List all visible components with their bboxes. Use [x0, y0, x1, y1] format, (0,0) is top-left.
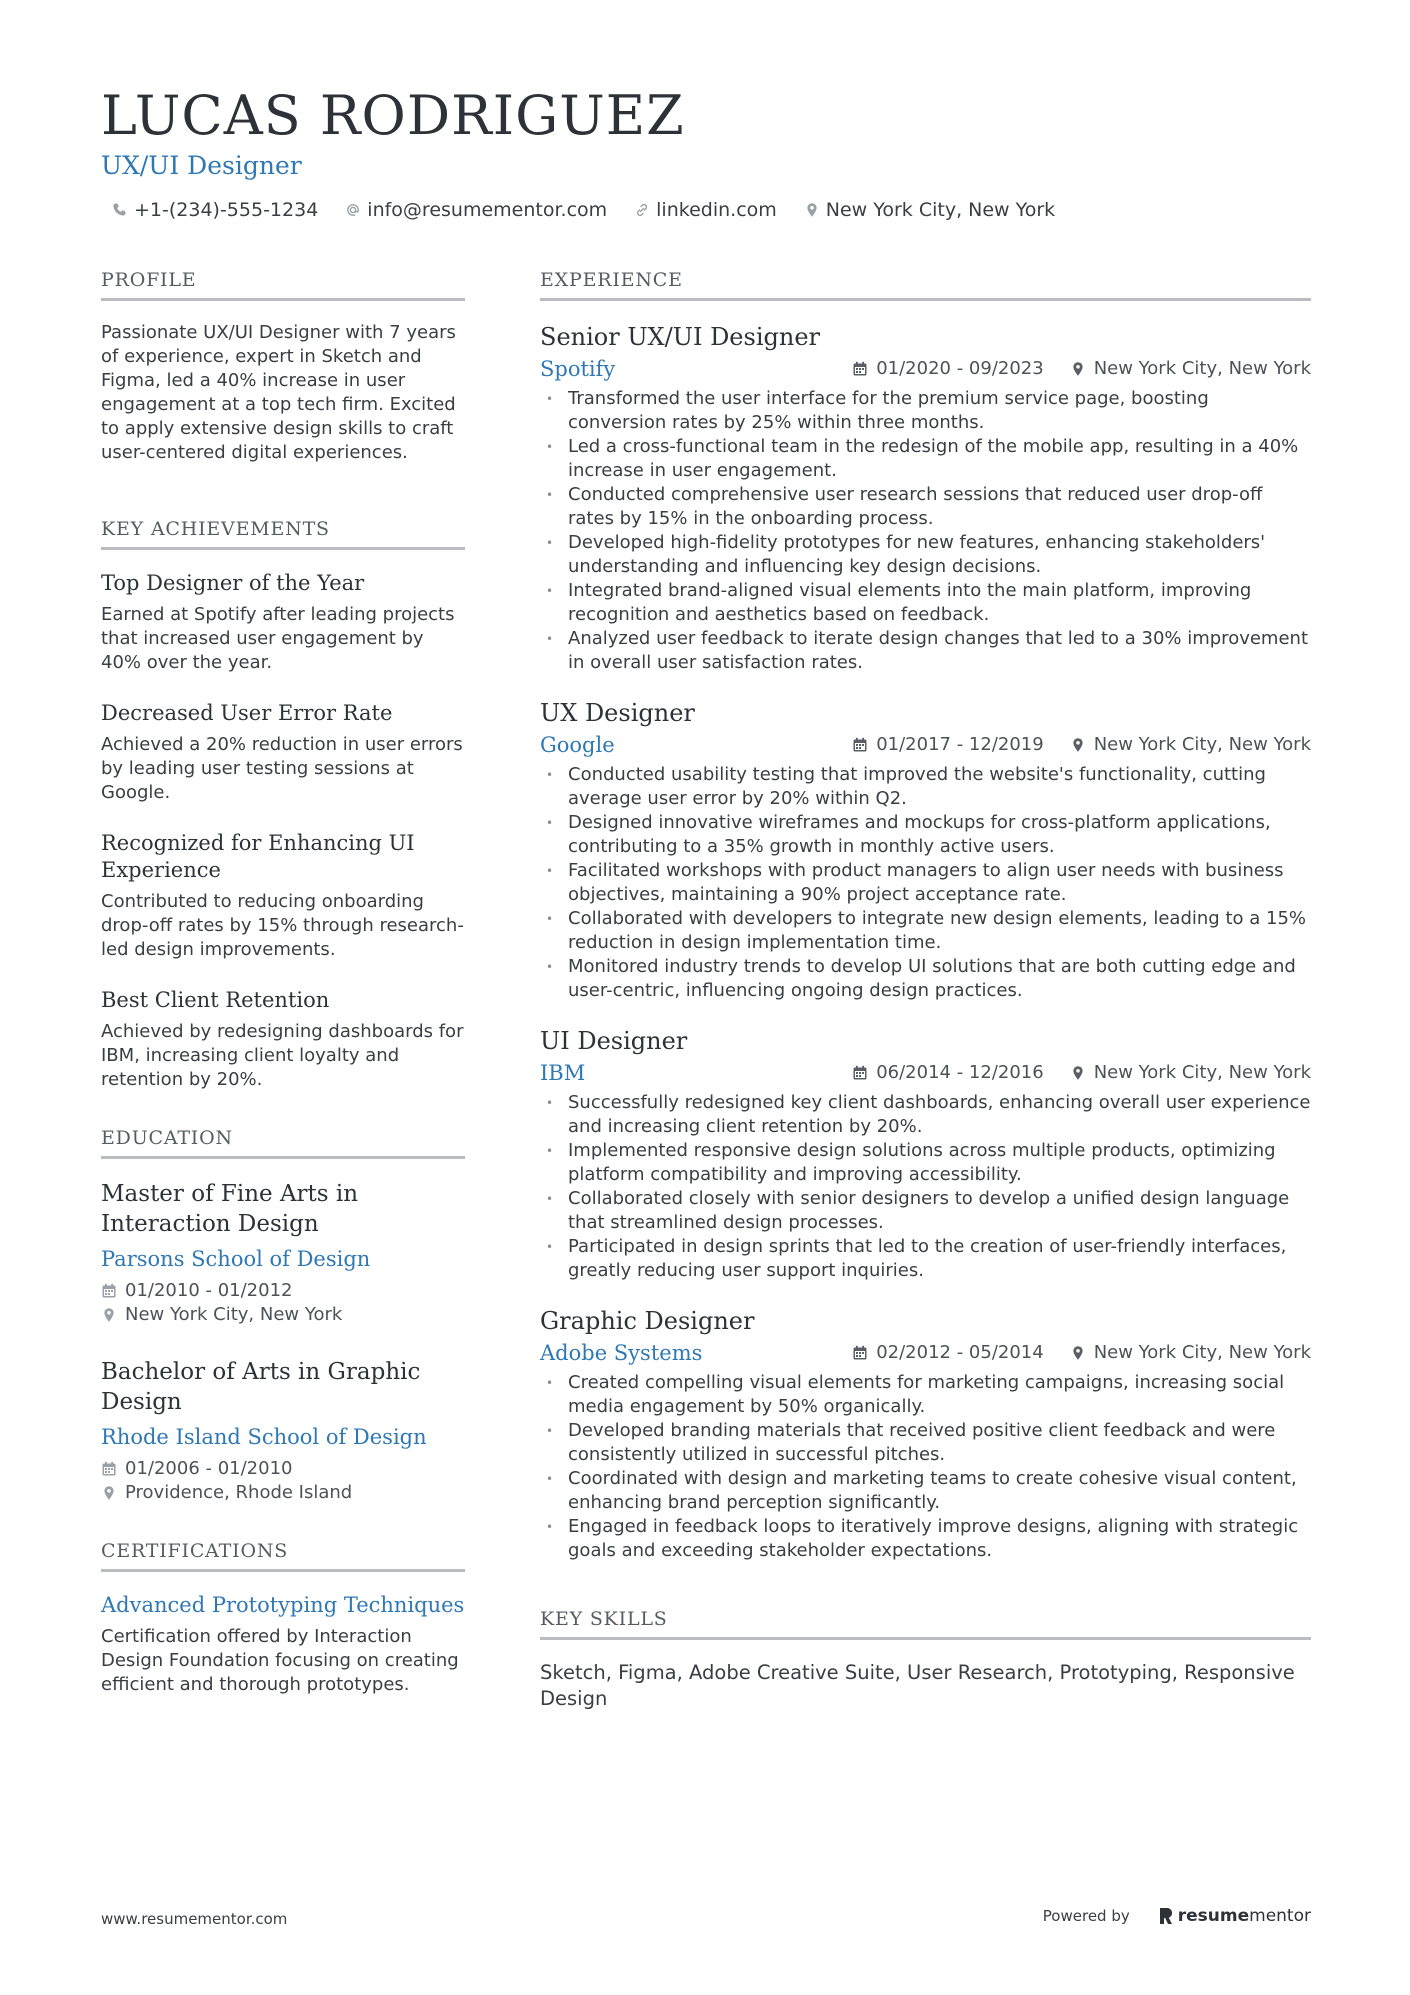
education-location [101, 1303, 465, 1327]
job-bullets [540, 763, 1311, 1003]
job-bullet: • Engaged in feedback loops to iteratively improve designs, aligning with strategic goals and exceeding stakeholder expectations. [540, 1515, 1311, 1563]
education-section [101, 1126, 465, 1505]
candidate-role: UX/UI Designer [101, 151, 302, 180]
job-bullet: • Successfully redesigned key client dashboards, enhancing overall user experience and increasing client retention by 20%. [540, 1091, 1311, 1139]
education-location [101, 1481, 465, 1505]
job-bullet: • Collaborated closely with senior designers to develop a unified design language that streamlined design processes. [540, 1187, 1311, 1235]
achievements-section [101, 517, 465, 1092]
email-text[interactable]: info@resumementor.com [367, 199, 608, 221]
job-bullet: • Led a cross-functional team in the redesign of the mobile app, resulting in a 40% increase in user engagement. [540, 435, 1311, 483]
phone-text: +1-(234)-555-1234 [134, 199, 319, 221]
job-bullet: • Monitored industry trends to develop UI solutions that are both cutting edge and user-centric, influencing ongoing design practices. [540, 955, 1311, 1003]
job-entry [540, 1305, 1311, 1563]
certification-text: Certification offered by Interaction Design Foundation focusing on creating efficient and thorough prototypes. [101, 1626, 459, 1695]
calendar-icon [852, 1345, 868, 1361]
achievement-title: Best Client Retention [101, 988, 330, 1012]
education-item [101, 1357, 465, 1505]
brand-name-light: mentor [1249, 1906, 1311, 1926]
right-column [540, 268, 1311, 1712]
job-bullet: • Implemented responsive design solutions across multiple products, optimizing platform compatibility and improving accessibility. [540, 1139, 1311, 1187]
certifications-section [101, 1539, 465, 1697]
job-title: UI Designer [540, 1027, 688, 1055]
job-bullets [540, 1371, 1311, 1563]
location-pin-icon [1070, 1065, 1086, 1081]
calendar-icon [852, 361, 868, 377]
location-pin-icon [803, 201, 821, 219]
job-location [1070, 1339, 1311, 1367]
achievement-title: Recognized for Enhancing UI Experience [101, 831, 415, 882]
company-name: Google [540, 733, 615, 757]
skills-text: Sketch, Figma, Adobe Creative Suite, User Research, Prototyping, Responsive Design [540, 1661, 1295, 1710]
job-bullet: • Conducted usability testing that improved the website's functionality, cutting average user error by 20% within Q2. [540, 763, 1311, 811]
calendar-icon [101, 1283, 117, 1299]
calendar-icon [852, 737, 868, 753]
dates-text: 06/2014 - 12/2016 [876, 1062, 1044, 1083]
school-name: Rhode Island School of Design [101, 1425, 427, 1449]
dates-text: 01/2017 - 12/2019 [876, 734, 1044, 755]
location-text: Providence, Rhode Island [125, 1482, 353, 1503]
profile-text: Passionate UX/UI Designer with 7 years of experience, expert in Sketch and Figma, led a 40% increase in user engagement at a top tech firm. Excited to apply extensive design skills to craft user-centered digital experiences. [101, 322, 456, 463]
at-icon [344, 201, 362, 219]
job-bullet: • Developed high-fidelity prototypes for new features, enhancing stakeholders' understanding and influencing key design decisions. [540, 531, 1311, 579]
dates-text: 02/2012 - 05/2014 [876, 1342, 1044, 1363]
footer-branding [1043, 1906, 1311, 1926]
company-name: Spotify [540, 357, 616, 381]
achievement-text: Contributed to reducing onboarding drop-off rates by 15% through research-led design improvements. [101, 891, 464, 960]
profile-heading: PROFILE [101, 268, 465, 301]
achievement-text: Achieved by redesigning dashboards for IBM, increasing client loyalty and retention by 20%. [101, 1021, 464, 1090]
job-bullet: • Transformed the user interface for the premium service page, boosting conversion rates by 25% within three months. [540, 387, 1311, 435]
achievement-item [101, 830, 465, 962]
achievement-item [101, 570, 465, 675]
calendar-icon [852, 1065, 868, 1081]
job-bullet: • Developed branding materials that received positive client feedback and were consistently utilized in successful pitches. [540, 1419, 1311, 1467]
contact-location [803, 197, 1055, 223]
job-bullet: • Facilitated workshops with product managers to align user needs with business objectives, maintaining a 90% project acceptance rate. [540, 859, 1311, 907]
location-text: New York City, New York [125, 1304, 343, 1325]
job-entry [540, 1025, 1311, 1283]
job-location [1070, 355, 1311, 383]
achievement-text: Achieved a 20% reduction in user errors by leading user testing sessions at Google. [101, 734, 463, 803]
contact-linkedin[interactable] [633, 197, 777, 223]
job-meta-line [540, 1339, 1311, 1367]
job-entry [540, 321, 1311, 675]
job-bullet: • Conducted comprehensive user research sessions that reduced user drop-off rates by 15% in the onboarding process. [540, 483, 1311, 531]
job-dates [852, 731, 1044, 759]
job-bullet: • Participated in design sprints that led to the creation of user-friendly interfaces, greatly reducing user support inquiries. [540, 1235, 1311, 1283]
skills-section [540, 1607, 1311, 1712]
company-name: IBM [540, 1061, 586, 1085]
job-title: Graphic Designer [540, 1307, 755, 1335]
dates-text: 01/2020 - 09/2023 [876, 358, 1044, 379]
education-dates [101, 1457, 465, 1481]
contact-phone [111, 197, 318, 223]
linkedin-text[interactable]: linkedin.com [656, 199, 777, 221]
job-meta-line [540, 731, 1311, 759]
job-location [1070, 1059, 1311, 1087]
achievement-title: Top Designer of the Year [101, 571, 365, 595]
location-pin-icon [1070, 361, 1086, 377]
achievement-title: Decreased User Error Rate [101, 701, 393, 725]
achievement-item [101, 987, 465, 1092]
certifications-heading: CERTIFICATIONS [101, 1539, 465, 1572]
candidate-name: LUCAS RODRIGUEZ [101, 84, 685, 147]
job-dates [852, 1339, 1044, 1367]
job-dates [852, 1059, 1044, 1087]
job-bullet: • Collaborated with developers to integrate new design elements, leading to a 15% reduction in design implementation time. [540, 907, 1311, 955]
contact-email[interactable] [344, 197, 607, 223]
education-dates [101, 1279, 465, 1303]
location-text: New York City, New York [1093, 358, 1311, 379]
left-column [101, 268, 465, 1749]
job-bullet: • Coordinated with design and marketing teams to create cohesive visual content, enhancing brand perception significantly. [540, 1467, 1311, 1515]
powered-by-label: Powered by [1042, 1907, 1130, 1925]
location-text: New York City, New York [1093, 734, 1311, 755]
job-bullet: • Integrated brand-aligned visual elements into the main platform, improving recognition and aesthetics based on feedback. [540, 579, 1311, 627]
profile-section [101, 268, 465, 465]
job-bullet: • Designed innovative wireframes and mockups for cross-platform applications, contributing to a 35% growth in monthly active users. [540, 811, 1311, 859]
resume-header [101, 84, 1321, 223]
degree-title: Bachelor of Arts in Graphic Design [101, 1359, 421, 1415]
calendar-icon [101, 1461, 117, 1477]
experience-heading: EXPERIENCE [540, 268, 1311, 301]
job-bullet: • Created compelling visual elements for marketing campaigns, increasing social media engagement by 50% organically. [540, 1371, 1311, 1419]
certification-title: Advanced Prototyping Techniques [101, 1593, 465, 1617]
dates-text: 01/2006 - 01/2010 [125, 1458, 293, 1479]
job-entry [540, 697, 1311, 1003]
job-meta-line [540, 1059, 1311, 1087]
education-item [101, 1179, 465, 1327]
achievements-heading: KEY ACHIEVEMENTS [101, 517, 465, 550]
achievement-item [101, 700, 465, 805]
location-pin-icon [101, 1485, 117, 1501]
job-title: UX Designer [540, 699, 695, 727]
achievement-text: Earned at Spotify after leading projects that increased user engagement by 40% over the year. [101, 604, 455, 673]
job-bullets [540, 387, 1311, 675]
link-icon [633, 201, 651, 219]
location-text: New York City, New York [1093, 1062, 1311, 1083]
resumementor-logo-icon [1158, 1906, 1174, 1926]
dates-text: 01/2010 - 01/2012 [125, 1280, 293, 1301]
company-name: Adobe Systems [540, 1341, 703, 1365]
education-heading: EDUCATION [101, 1126, 465, 1159]
job-bullet: • Analyzed user feedback to iterate design changes that led to a 30% improvement in overall user satisfaction rates. [540, 627, 1311, 675]
footer-website[interactable]: www.resumementor.com [101, 1910, 288, 1928]
location-pin-icon [1070, 1345, 1086, 1361]
degree-title: Master of Fine Arts in Interaction Design [101, 1181, 359, 1237]
job-dates [852, 355, 1044, 383]
phone-icon [111, 201, 129, 219]
contact-bar [101, 197, 1321, 223]
location-text: New York City, New York [1093, 1342, 1311, 1363]
skills-heading: KEY SKILLS [540, 1607, 1311, 1640]
experience-section [540, 268, 1311, 1563]
location-pin-icon [101, 1307, 117, 1323]
job-bullets [540, 1091, 1311, 1283]
job-meta-line [540, 355, 1311, 383]
brand-name-bold: resume [1177, 1906, 1250, 1926]
location-pin-icon [1070, 737, 1086, 753]
job-location [1070, 731, 1311, 759]
location-text: New York City, New York [825, 199, 1056, 221]
job-title: Senior UX/UI Designer [540, 323, 820, 351]
brand-logo[interactable] [1158, 1906, 1311, 1926]
school-name: Parsons School of Design [101, 1247, 371, 1271]
